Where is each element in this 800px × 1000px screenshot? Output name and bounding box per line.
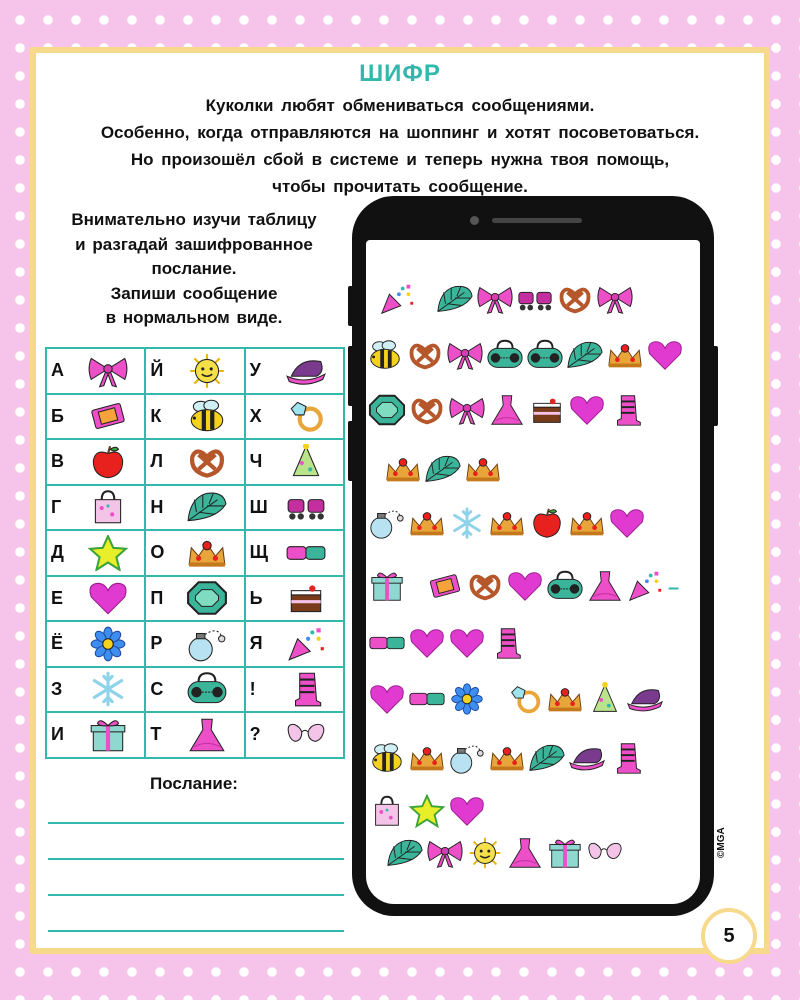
encoded-row bbox=[366, 338, 684, 377]
perfume-icon bbox=[368, 506, 406, 545]
cipher-letter: Х bbox=[249, 405, 262, 426]
sunglasses-icon bbox=[274, 717, 339, 753]
crown-icon bbox=[174, 535, 239, 571]
answer-line[interactable] bbox=[48, 894, 344, 896]
crown-icon bbox=[488, 741, 526, 780]
cipher-letter: ! bbox=[249, 678, 256, 699]
instructions-text bbox=[44, 208, 344, 331]
cipher-letter: З bbox=[51, 678, 63, 699]
lip-balm-icon bbox=[274, 535, 339, 571]
heart-icon bbox=[646, 338, 684, 377]
heart-icon bbox=[408, 626, 446, 665]
cipher-cell bbox=[46, 621, 145, 667]
bow-icon bbox=[596, 282, 634, 321]
lip-balm-icon bbox=[368, 626, 406, 665]
crown-icon bbox=[488, 506, 526, 545]
bee-icon bbox=[368, 741, 406, 780]
apple-icon bbox=[75, 444, 140, 480]
boot-icon bbox=[488, 626, 526, 665]
cipher-cell bbox=[46, 485, 145, 531]
camera-icon bbox=[470, 216, 479, 225]
candy-bar-icon bbox=[426, 569, 464, 608]
encoded-row bbox=[368, 794, 486, 833]
bow-icon bbox=[446, 338, 484, 377]
boot-icon bbox=[608, 741, 646, 780]
lip-balm-icon bbox=[408, 682, 446, 721]
gem-icon bbox=[368, 393, 406, 432]
cipher-row bbox=[46, 712, 344, 758]
pretzel-icon bbox=[174, 444, 239, 480]
cipher-cell bbox=[46, 712, 145, 758]
copyright: ©MGA bbox=[716, 827, 727, 858]
cipher-row bbox=[46, 667, 344, 713]
crown-icon bbox=[568, 506, 606, 545]
hat-icon bbox=[626, 682, 664, 721]
sunglasses-icon bbox=[586, 836, 624, 875]
heart-icon bbox=[568, 393, 606, 432]
cipher-letter: Б bbox=[51, 405, 64, 426]
cipher-row bbox=[46, 439, 344, 485]
bow-icon bbox=[75, 353, 140, 389]
dress-icon bbox=[506, 836, 544, 875]
palm-leaf-icon bbox=[386, 836, 424, 875]
candy-bar-icon bbox=[75, 398, 140, 434]
cipher-row bbox=[46, 621, 344, 667]
cipher-letter: В bbox=[51, 451, 64, 472]
cipher-letter: Ё bbox=[51, 633, 64, 654]
palm-leaf-icon bbox=[424, 452, 462, 491]
palm-leaf-icon bbox=[528, 741, 566, 780]
cipher-letter: ? bbox=[249, 724, 261, 745]
gift-bag-icon bbox=[368, 794, 406, 833]
phone-screen bbox=[366, 240, 700, 904]
snowflake-icon bbox=[75, 671, 140, 707]
cipher-letter: Ш bbox=[249, 496, 268, 517]
cipher-row bbox=[46, 576, 344, 622]
ring-icon bbox=[506, 682, 544, 721]
cipher-table bbox=[45, 347, 345, 759]
heart-icon bbox=[506, 569, 544, 608]
cipher-cell bbox=[46, 530, 145, 576]
dress-icon bbox=[174, 717, 239, 753]
pretzel-icon bbox=[408, 393, 446, 432]
cipher-cell bbox=[245, 530, 344, 576]
star-icon bbox=[75, 535, 140, 571]
party-hat-icon bbox=[586, 682, 624, 721]
phone-side-button bbox=[712, 346, 718, 426]
cipher-cell bbox=[245, 576, 344, 622]
answer-line[interactable] bbox=[48, 930, 344, 932]
cipher-cell bbox=[46, 576, 145, 622]
present-icon bbox=[75, 717, 140, 753]
party-popper-icon bbox=[378, 282, 416, 321]
cipher-cell bbox=[145, 485, 244, 531]
flower-icon bbox=[448, 682, 486, 721]
cipher-cell bbox=[145, 576, 244, 622]
bow-icon bbox=[426, 836, 464, 875]
duffel-bag-icon bbox=[546, 569, 584, 608]
present-icon bbox=[546, 836, 584, 875]
cipher-row bbox=[46, 394, 344, 440]
speaker-icon bbox=[492, 218, 582, 223]
flower-icon bbox=[75, 626, 140, 662]
phone-side-button bbox=[348, 286, 354, 326]
boot-icon bbox=[608, 393, 646, 432]
intro-line: чтобы прочитать сообщение. bbox=[272, 177, 528, 196]
crown-icon bbox=[384, 452, 422, 491]
cipher-letter: Й bbox=[150, 360, 164, 381]
instruction-line: в нормальном виде. bbox=[105, 308, 283, 327]
cipher-cell bbox=[245, 394, 344, 440]
encoded-row bbox=[386, 836, 624, 875]
cipher-cell bbox=[46, 394, 145, 440]
cipher-cell bbox=[145, 621, 244, 667]
cipher-letter: И bbox=[51, 724, 64, 745]
encoded-row bbox=[368, 393, 646, 432]
cipher-letter: Д bbox=[51, 542, 64, 563]
cipher-letter: О bbox=[150, 542, 165, 563]
snowflake-icon bbox=[448, 506, 486, 545]
encoded-row bbox=[368, 626, 526, 665]
encoded-row bbox=[368, 569, 679, 608]
phone-side-button bbox=[348, 421, 354, 481]
cipher-cell bbox=[46, 348, 145, 394]
palm-leaf-icon bbox=[174, 489, 239, 525]
heart-icon bbox=[448, 794, 486, 833]
dress-icon bbox=[488, 393, 526, 432]
cipher-cell bbox=[245, 439, 344, 485]
cipher-cell bbox=[145, 439, 244, 485]
cipher-letter: С bbox=[150, 678, 164, 699]
cipher-cell bbox=[46, 439, 145, 485]
bow-icon bbox=[448, 393, 486, 432]
ring-icon bbox=[274, 398, 339, 434]
cipher-cell bbox=[145, 348, 244, 394]
encoded-row bbox=[384, 452, 502, 491]
cipher-letter: Щ bbox=[249, 542, 268, 563]
heart-icon bbox=[448, 626, 486, 665]
cipher-letter: П bbox=[150, 587, 164, 608]
perfume-icon bbox=[448, 741, 486, 780]
instruction-line: послание. bbox=[151, 259, 237, 278]
party-popper-icon bbox=[626, 569, 664, 608]
heart-icon bbox=[368, 682, 406, 721]
sun-icon bbox=[466, 836, 504, 875]
sun-icon bbox=[174, 353, 239, 389]
present-icon bbox=[368, 569, 406, 608]
palm-leaf-icon bbox=[566, 338, 604, 377]
duffel-bag-icon bbox=[174, 671, 239, 707]
gem-icon bbox=[174, 580, 239, 616]
cipher-cell bbox=[245, 485, 344, 531]
encoded-row bbox=[368, 682, 664, 721]
intro-line: Но произошёл сбой в системе и теперь нужна твоя помощь, bbox=[130, 150, 670, 169]
cipher-letter: Л bbox=[150, 451, 163, 472]
intro-line: Куколки любят обмениваться сообщениями. bbox=[205, 96, 595, 115]
bow-icon bbox=[476, 282, 514, 321]
roller-skates-icon bbox=[274, 489, 339, 525]
answer-line[interactable] bbox=[48, 822, 344, 824]
crown-icon bbox=[546, 682, 584, 721]
cipher-letter: Е bbox=[51, 587, 64, 608]
cipher-cell bbox=[245, 712, 344, 758]
cipher-cell bbox=[245, 348, 344, 394]
party-popper-icon bbox=[274, 626, 339, 662]
cipher-letter: Ь bbox=[249, 587, 263, 608]
crown-icon bbox=[408, 506, 446, 545]
gift-bag-icon bbox=[75, 489, 140, 525]
cipher-letter: Я bbox=[249, 633, 263, 654]
crown-icon bbox=[606, 338, 644, 377]
hyphen-icon: – bbox=[668, 577, 680, 599]
palm-leaf-icon bbox=[436, 282, 474, 321]
cipher-letter: Ч bbox=[249, 451, 263, 472]
cipher-row bbox=[46, 485, 344, 531]
cipher-letter: А bbox=[51, 360, 64, 381]
cipher-row bbox=[46, 530, 344, 576]
bee-icon bbox=[366, 338, 404, 377]
page-number: 5 bbox=[701, 908, 757, 964]
cake-icon bbox=[274, 580, 339, 616]
answer-line[interactable] bbox=[48, 858, 344, 860]
roller-skates-icon bbox=[516, 282, 554, 321]
instruction-line: Внимательно изучи таблицу bbox=[71, 210, 317, 229]
cipher-cell bbox=[145, 530, 244, 576]
cake-icon bbox=[528, 393, 566, 432]
hat-icon bbox=[274, 353, 339, 389]
pretzel-icon bbox=[466, 569, 504, 608]
message-label: Послание: bbox=[150, 774, 238, 793]
encoded-row bbox=[368, 741, 646, 780]
intro-text bbox=[40, 92, 760, 200]
dress-icon bbox=[586, 569, 624, 608]
cipher-cell bbox=[145, 712, 244, 758]
cipher-letter: Н bbox=[150, 496, 164, 517]
crown-icon bbox=[408, 741, 446, 780]
heart-icon bbox=[75, 580, 140, 616]
cipher-cell bbox=[145, 394, 244, 440]
cipher-cell bbox=[145, 667, 244, 713]
pretzel-icon bbox=[406, 338, 444, 377]
phone bbox=[352, 196, 714, 916]
cipher-letter: Т bbox=[150, 724, 162, 745]
heart-icon bbox=[608, 506, 646, 545]
cipher-letter: К bbox=[150, 405, 162, 426]
cipher-letter: Р bbox=[150, 633, 163, 654]
star-icon bbox=[408, 794, 446, 833]
boot-icon bbox=[274, 671, 339, 707]
duffel-bag-icon bbox=[526, 338, 564, 377]
perfume-icon bbox=[174, 626, 239, 662]
phone-side-button bbox=[348, 346, 354, 406]
duffel-bag-icon bbox=[486, 338, 524, 377]
instruction-line: Запиши сообщение bbox=[110, 283, 278, 303]
hat-icon bbox=[568, 741, 606, 780]
cipher-row bbox=[46, 348, 344, 394]
crown-icon bbox=[464, 452, 502, 491]
intro-line: Особенно, когда отправляются на шоппинг и хотят посоветоваться. bbox=[100, 123, 700, 142]
party-hat-icon bbox=[274, 444, 339, 480]
instruction-line: и разгадай зашифрованное bbox=[75, 234, 313, 254]
encoded-row bbox=[378, 282, 634, 321]
bee-icon bbox=[174, 398, 239, 434]
cipher-cell bbox=[245, 621, 344, 667]
cipher-cell bbox=[245, 667, 344, 713]
cipher-letter: У bbox=[249, 360, 261, 381]
cipher-letter: Г bbox=[51, 496, 62, 517]
cipher-cell bbox=[46, 667, 145, 713]
pretzel-icon bbox=[556, 282, 594, 321]
page-title: ШИФР bbox=[359, 60, 441, 87]
encoded-row bbox=[368, 506, 646, 545]
apple-icon bbox=[528, 506, 566, 545]
